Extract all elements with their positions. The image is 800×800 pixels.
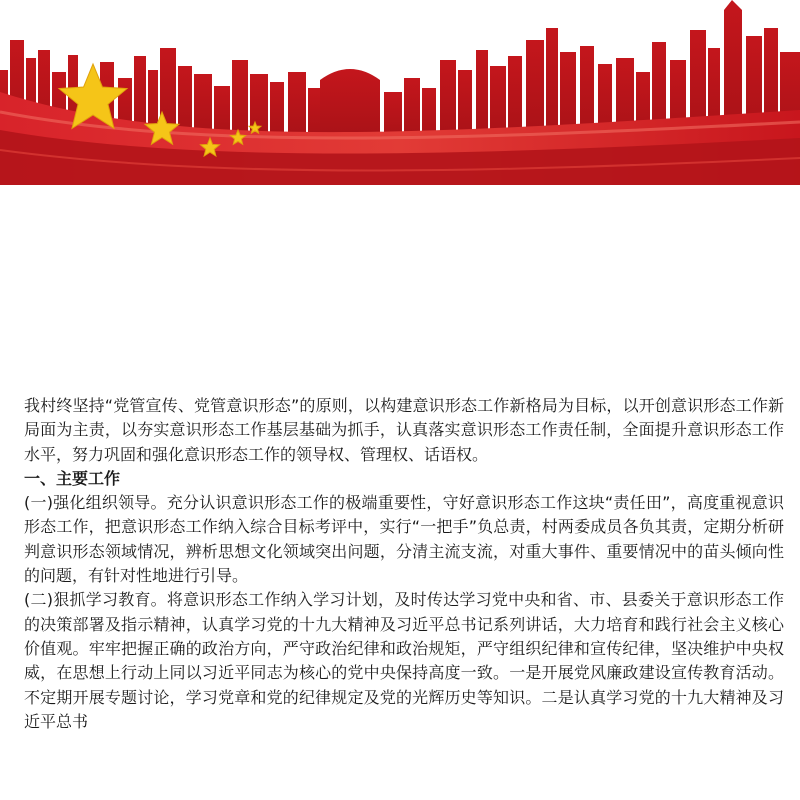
item-paragraph-1: (一)强化组织领导。充分认识意识形态工作的极端重要性，守好意识形态工作这块“责任田”，高度重视意识形态工作，把意识形态工作纳入综合目标考评中，实行“一把手”负总责，村两委成员各负其责，定期分析研判意识形态领域情况，辨析思想文化领域突出问题，分清主流支流，对重大事件、重要情况中的苗头倾向性的问题，有针对性地进行引导。 bbox=[24, 493, 784, 586]
document-body bbox=[24, 394, 784, 734]
section-heading: 一、主要工作 bbox=[24, 468, 121, 488]
item-paragraph-2: (二)狠抓学习教育。将意识形态工作纳入学习计划，及时传达学习党中央和省、市、县委关于意识形态工作的决策部署及指示精神，认真学习党的十九大精神及习近平总书记系列讲话，大力培育和践行社会主义核心价值观。牢牢把握正确的政治方向，严守政治纪律和政治规矩，严守组织纪律和宣传纪律，坚决维护中央权威，在思想上行动上同以习近平同志为核心的党中央保持高度一致。一是开展党风廉政建设宣传教育活动。不定期开展专题讨论，学习党章和党的纪律规定及党的光辉历史等知识。二是认真学习党的十九大精神及习近平总书 bbox=[24, 590, 784, 731]
intro-paragraph: 我村终坚持“党管宣传、党管意识形态”的原则，以构建意识形态工作新格局为目标，以开创意识形态工作新局面为主责，以夯实意识形态工作基层基础为抓手，认真落实意识形态工作责任制，全面提升意识形态工作水平，努力巩固和强化意识形态工作的领导权、管理权、话语权。 bbox=[24, 396, 784, 464]
header-banner bbox=[0, 0, 800, 185]
